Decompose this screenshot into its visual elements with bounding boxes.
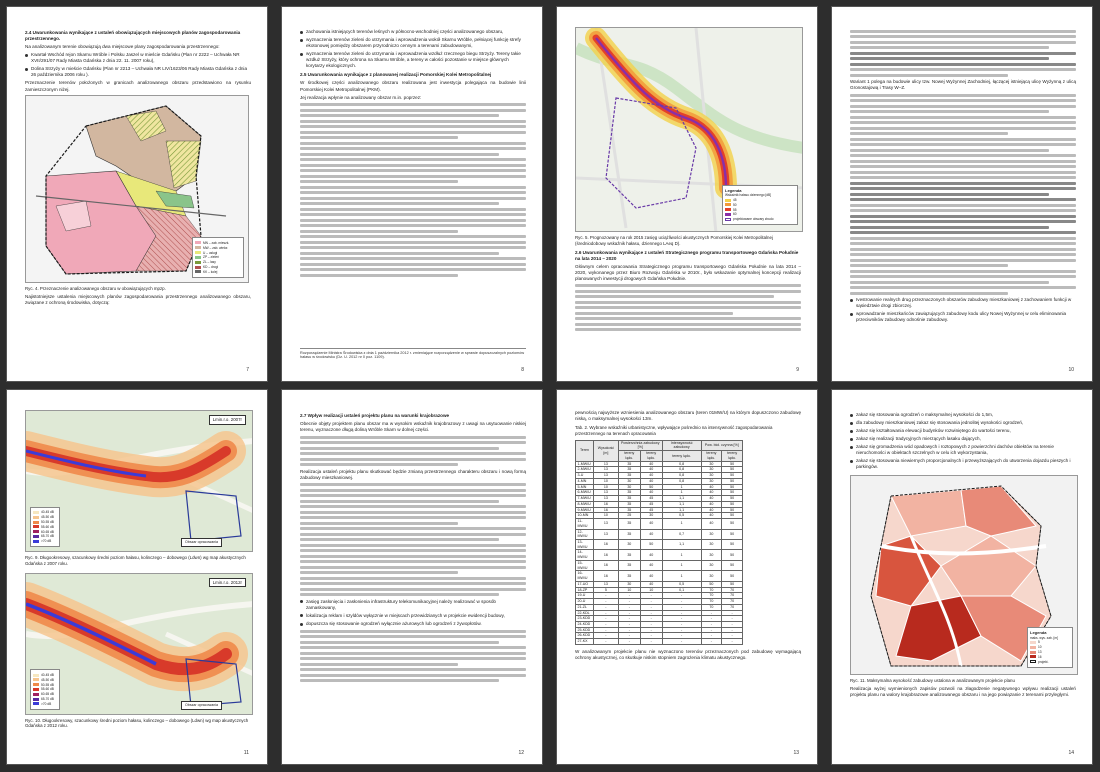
table-cell: - bbox=[662, 599, 701, 605]
page-number: 10 bbox=[1068, 367, 1074, 373]
list-item: zasięg zasłonięcia i zasłonienia infrastruktury telekomunikacyjnej należy realizować w sposób zamaskowany, bbox=[300, 599, 526, 611]
table-cell: 50 bbox=[722, 519, 743, 529]
table-cell: 15-MW/U bbox=[576, 560, 594, 570]
table-cell: - bbox=[662, 593, 701, 599]
table-cell: - bbox=[593, 627, 618, 633]
table-cell: 50 bbox=[722, 539, 743, 549]
paragraph: Na analizowanym terenie obowiązują dwa miejscowe plany zagospodarowania przestrzennego: bbox=[25, 44, 220, 50]
table-cell: 50 bbox=[722, 507, 743, 513]
text-block bbox=[300, 103, 526, 277]
table-cell: 40 bbox=[640, 571, 662, 581]
table-cell: - bbox=[701, 616, 722, 622]
table-cell: 20-U bbox=[576, 599, 594, 605]
document-page-14[interactable] bbox=[831, 389, 1093, 765]
table-cell: 50 bbox=[722, 529, 743, 539]
table-cell: - bbox=[722, 616, 743, 622]
table-cell: 40 bbox=[640, 519, 662, 529]
table-cell: - bbox=[640, 610, 662, 616]
table-cell: 27-KX bbox=[576, 639, 594, 645]
document-page-13[interactable] bbox=[556, 389, 818, 765]
noise-map-2007 bbox=[25, 410, 253, 552]
table-cell: - bbox=[662, 610, 701, 616]
table-cell: 1-MW/U bbox=[576, 461, 594, 467]
table-cell: 11-MW/U bbox=[576, 519, 594, 529]
list-item: zakaz się stosowania ogrodzeń o maksymalnej wysokości do 1,5m, bbox=[850, 412, 1076, 418]
table-cell: 13 bbox=[593, 496, 618, 502]
paragraph: Najistotniejsze ustalenia miejscowych planów zagospodarowania przestrzennego analizowanego obszaru, związane z ochroną środowiska, dotyczą: bbox=[25, 294, 251, 306]
table-cell: - bbox=[640, 621, 662, 627]
table-cell: 10 bbox=[593, 513, 618, 519]
table-row bbox=[576, 571, 743, 581]
list-item: zakaz się gromadzenia wód opadowych i roztopowych z powierzchni dachów obiektów na terenie nieruchomości w obiektach szczelnych w celu ich wykorzystania, bbox=[850, 444, 1076, 456]
paragraph: Wariant 1 polega na budowie ulicy tzw. Nowej Wyżynnej Zachodniej, łączącej istniejącą ulicę Wyżynną z ulicą Gronostajową i Trasy W–Z. bbox=[850, 79, 1076, 91]
table-cell: 70 bbox=[722, 604, 743, 610]
table-cell: 17-UO bbox=[576, 581, 594, 587]
table-cell: 14-MW/U bbox=[576, 550, 594, 560]
table-cell: - bbox=[593, 616, 618, 622]
page-number: 14 bbox=[1068, 750, 1074, 756]
table-cell: 70 bbox=[701, 604, 722, 610]
map-legend: Legenda maks. wys. zab. [m] 5 10 13 16 projekt. bbox=[1027, 627, 1073, 667]
table-cell: 1,1 bbox=[662, 496, 701, 502]
table-cell: 0,5 bbox=[662, 513, 701, 519]
table-cell: 40 bbox=[701, 501, 722, 507]
table-cell: 10 bbox=[593, 484, 618, 490]
map-year-label: Lmin.r.o. 2012r bbox=[209, 578, 246, 588]
table-cell: 40 bbox=[640, 490, 662, 496]
table-cell: - bbox=[701, 627, 722, 633]
table-cell: 0,8 bbox=[662, 467, 701, 473]
text-block bbox=[850, 30, 1076, 77]
table-cell: 70 bbox=[722, 593, 743, 599]
table-cell: 30 bbox=[618, 539, 640, 549]
list-item: wyznaczenia terenów zieleni do utrzymania i wprowadzenia wokół Skarnu Wróble, pełniącej funkcję strefy ekotonowej pomiędzy obszarem przyrodniczo cennym a terenami zabudowanymi, bbox=[300, 37, 526, 49]
table-cell: 13 bbox=[593, 473, 618, 479]
table-cell: 0,8 bbox=[662, 478, 701, 484]
table-cell: 0,5 bbox=[662, 581, 701, 587]
list-item: Ivestrowanie realnych drug przeznaczonych obszarów zabudowy mieszkaniowej z zachowaniem funkcji w sąsiedztwie drogi zbiorczej. bbox=[850, 297, 1076, 309]
table-cell: 50 bbox=[722, 550, 743, 560]
table-cell: 50 bbox=[701, 581, 722, 587]
table-cell: 30 bbox=[618, 484, 640, 490]
table-cell: 50 bbox=[722, 473, 743, 479]
table-cell: 70 bbox=[722, 587, 743, 593]
table-cell: - bbox=[640, 593, 662, 599]
table-cell: 50 bbox=[722, 484, 743, 490]
table-cell: 30 bbox=[701, 467, 722, 473]
table-cell: - bbox=[701, 610, 722, 616]
list-item: dla zabudowy mieszkaniowej zakaz się stosowania jednolitej wysokości ogrodzeń, bbox=[850, 420, 1076, 426]
table-cell: 35 bbox=[618, 461, 640, 467]
table-cell: - bbox=[640, 627, 662, 633]
paragraph: Jej realizacja wpłynie na analizowany obszar m.in. poprzez: bbox=[300, 94, 422, 100]
table-cell: 16 bbox=[593, 571, 618, 581]
table-row bbox=[576, 560, 743, 570]
map-year-label: Lmin.r.o. 2007r bbox=[209, 415, 246, 425]
urban-indicators-table: Teren Wysokość [m] Powierzchnia zabudowy [%] Intensywność zabudowy Pow. biol. czynna [%] tereny lądu. tereny lądu. tereny lądu. tereny lądu. tereny lądu. 1-MW/U 13 35 40 0,8 30 50 2-MW/U 13 35 40 0,8 30 50 3-U 13 35 40 0,8 30 50 4-MN 10 30 40 0,8 30 50 5-MN 10 30 50 1 40 50 6-MW/U 13 35 40 1 40 50 7-MW/U 13 35 45 1,1 40 50 8-MW/U 16 35 45 1,1 40 50 9-MW/U 16 35 45 1,1 40 50 10-MN 10 25 30 0,5 40 50 11-MW/U 13 35 40 1 40 50 12-MW/U 13 35 40 0,7 30 50 13-MW/U 16 30 50 1,1 30 50 14-MW/U 16 35 40 1 30 50 15-MW/U 16 35 40 1 30 50 16-MW/U 16 35 40 1 30 50 17-UO 13 30 40 0,5 50 50 18-ZP 5 10 10 0,1 70 70 19-U - - - - 70 70 20-U - - - - 70 70 21-ZL - - - - 70 70 22-KDL - - - - - - 23-KDD - - - - - - 24-KDD - - - - - - 25-KDD - - - - - - 26-KDD - - - - - - 27-KX - - - - - - bbox=[575, 440, 743, 645]
table-cell: 70 bbox=[701, 593, 722, 599]
table-cell: 50 bbox=[722, 467, 743, 473]
area-label: Obszar opracowania bbox=[181, 701, 222, 710]
table-cell: 1 bbox=[662, 519, 701, 529]
table-cell: - bbox=[640, 599, 662, 605]
table-cell: - bbox=[722, 627, 743, 633]
table-cell: 16 bbox=[593, 550, 618, 560]
table-cell: - bbox=[662, 639, 701, 645]
paragraph: Realizacja wyżej wymienionych zapisów pozwoli na złagodzenie negatywnego wpływu realizacji ustaleń projektu planu na walory krajobrazowe analizowanego obszaru i na jego powiązanie z terenami przyległymi. bbox=[850, 686, 1076, 698]
paragraph: Obecnie objęty projektem planu obszar ma w wysokim wskaźnik krajobrazowy z uwagi na usytuowanie niskiej terenu, wyznaczone długą doliną Wróble Skarn w dolnej części. bbox=[300, 421, 526, 433]
table-cell: 50 bbox=[640, 484, 662, 490]
table-header: Wysokość [m] bbox=[593, 440, 618, 461]
table-cell: 40 bbox=[640, 529, 662, 539]
table-cell: - bbox=[593, 604, 618, 610]
table-cell: 3-U bbox=[576, 473, 594, 479]
text-block bbox=[300, 630, 526, 683]
list-item: dopuszcza się stosowanie ogrodzeń wyłącznie ażurowych lub ogrodzeń z żywopłotów. bbox=[300, 621, 526, 627]
page-number: 9 bbox=[796, 367, 799, 373]
table-cell: 50 bbox=[722, 496, 743, 502]
table-cell: 19-U bbox=[576, 593, 594, 599]
table-cell: 40 bbox=[701, 496, 722, 502]
area-label: Obszar opracowania bbox=[181, 538, 222, 547]
table-cell: 13 bbox=[593, 461, 618, 467]
table-cell: - bbox=[701, 639, 722, 645]
table-cell: 40 bbox=[640, 581, 662, 587]
table-cell: - bbox=[640, 604, 662, 610]
table-cell: 45 bbox=[640, 496, 662, 502]
table-row bbox=[576, 639, 743, 645]
table-cell: 40 bbox=[701, 490, 722, 496]
table-cell: 35 bbox=[618, 496, 640, 502]
table-header: Powierzchnia zabudowy [%] bbox=[618, 440, 662, 450]
table-cell: - bbox=[618, 604, 640, 610]
table-cell: 35 bbox=[618, 550, 640, 560]
table-cell: 40 bbox=[701, 507, 722, 513]
table-cell: - bbox=[722, 610, 743, 616]
table-cell: 30 bbox=[701, 461, 722, 467]
table-cell: 13 bbox=[593, 519, 618, 529]
table-cell: 35 bbox=[618, 473, 640, 479]
text-block bbox=[575, 284, 801, 331]
table-cell: - bbox=[593, 633, 618, 639]
list-item: lokalizacja reklam i szyldów wyłącznie w miejscach przewidzianych w projekcie ewidencji budowy, bbox=[300, 613, 526, 619]
table-cell: 1,1 bbox=[662, 539, 701, 549]
table-cell: - bbox=[618, 621, 640, 627]
list-item: zakaz się kształtowania elewacji budynków rozwiniętego do wartości terenu, bbox=[850, 428, 1076, 434]
table-cell: 4-MN bbox=[576, 478, 594, 484]
table-cell: 40 bbox=[701, 519, 722, 529]
table-cell: 1 bbox=[662, 490, 701, 496]
table-cell: - bbox=[618, 610, 640, 616]
table-cell: 40 bbox=[640, 473, 662, 479]
text-block bbox=[300, 436, 526, 467]
table-cell: 35 bbox=[618, 501, 640, 507]
table-cell: - bbox=[593, 621, 618, 627]
table-header: Teren bbox=[576, 440, 594, 461]
table-cell: - bbox=[722, 621, 743, 627]
table-cell: 30 bbox=[701, 560, 722, 570]
list-item: zakaz się stosowania niewiernych proporcjonalnych i przewyższających do utworzenia dojazdu pieszych i parkingów. bbox=[850, 458, 1076, 470]
table-cell: 35 bbox=[618, 560, 640, 570]
text-block bbox=[300, 483, 526, 596]
table-cell: 40 bbox=[640, 550, 662, 560]
table-header: Intensywność zabudowy bbox=[662, 440, 701, 450]
table-cell: - bbox=[618, 593, 640, 599]
table-cell: 16 bbox=[593, 560, 618, 570]
table-cell: 40 bbox=[640, 467, 662, 473]
paragraph: Głównym celem opracowania Strategicznego programu transportowego Gdańska Południe na lata 2014 – 2020, wykonanego przez Biuro Rozwoju Gdańska w 2010r., było wskazanie optymalnej koncepcji realizacji planowanych inwestycji drogowych Gdańska Południe. bbox=[575, 263, 801, 281]
table-cell: 25-KDD bbox=[576, 627, 594, 633]
map-legend: MN – zab. mieszk. MW – zab. wielor. U – usługi ZP – zieleń ZL – lasy KD – drogi KK – kolej bbox=[192, 237, 244, 277]
table-cell: - bbox=[701, 633, 722, 639]
noise-map-2012 bbox=[25, 573, 253, 715]
page-number: 12 bbox=[518, 750, 524, 756]
paragraph: Przeznaczenie terenów położonych w granicach analizowanego obszaru przedstawiono na rysunku zamieszczonym niżej. bbox=[25, 80, 251, 92]
paragraph: Realizacja ustaleń projektu planu skutkować będzie zmianą przestrzennego charakteru obszaru i nową formą zabudowy mieszkaniowej. bbox=[300, 468, 526, 480]
table-cell: - bbox=[593, 593, 618, 599]
table-cell: - bbox=[618, 627, 640, 633]
map-legend: 40-45 dB 45-50 dB 50-55 dB 55-60 dB 60-65 dB 65-70 dB >70 dB bbox=[30, 669, 60, 709]
table-cell: 9-MW/U bbox=[576, 507, 594, 513]
table-cell: 13-MW/U bbox=[576, 539, 594, 549]
table-cell: 16-MW/U bbox=[576, 571, 594, 581]
table-cell: 7-MW/U bbox=[576, 496, 594, 502]
table-cell: 13 bbox=[593, 581, 618, 587]
table-cell: 25 bbox=[618, 513, 640, 519]
table-cell: - bbox=[618, 639, 640, 645]
document-page-10[interactable] bbox=[831, 6, 1093, 382]
table-cell: 50 bbox=[640, 539, 662, 549]
table-cell: 16 bbox=[593, 539, 618, 549]
table-row bbox=[576, 550, 743, 560]
table-row bbox=[576, 519, 743, 529]
table-cell: 50 bbox=[722, 501, 743, 507]
document-page-12[interactable] bbox=[281, 389, 543, 765]
section-heading: 2.4 Uwarunkowania wynikające z ustaleń obowiązujących miejscowych planów zagospodarowania przestrzennego. bbox=[25, 30, 241, 42]
table-cell: 5 bbox=[593, 587, 618, 593]
page-number: 11 bbox=[243, 750, 249, 756]
page-number: 8 bbox=[521, 367, 524, 373]
table-cell: 45 bbox=[640, 501, 662, 507]
table-cell: 13 bbox=[593, 529, 618, 539]
list-item: wyznaczenia terenów zieleni do utrzymania i wprowadzenia wzdłuż rzecznego biegu Strzyży. Tereny takie wzdłuż Strzyży, który ochrona na Skarnu Wróble, a tereny w całości pozostanie w miejsce głównych korytarzy ekologicznych. bbox=[300, 51, 526, 69]
table-cell: 30 bbox=[701, 550, 722, 560]
document-page-9[interactable] bbox=[556, 6, 818, 382]
table-cell: 35 bbox=[618, 507, 640, 513]
table-cell: 16 bbox=[593, 501, 618, 507]
table-cell: 35 bbox=[618, 490, 640, 496]
table-cell: 10 bbox=[640, 587, 662, 593]
table-cell: 18-ZP bbox=[576, 587, 594, 593]
table-cell: 26-KDD bbox=[576, 633, 594, 639]
paragraph: W analizowanym projekcie planu nie wyznaczono terenów przeznaczonych pod zabudowę wymagającą ochrony akustycznej, co skutkuje niskim stopniem zagrożenia klimatu akustycznego. bbox=[575, 648, 801, 660]
table-cell: 70 bbox=[722, 599, 743, 605]
list-item: Kwartał Wschód rejon Skarnu Wróble i Polsku Jaszel w mieście Gdańsku (Plan nr 2222 – Uchwała NR XVII/291/07 Rady Miasta Gdańska z dnia 22. 11. 2007 roku), bbox=[25, 52, 251, 64]
table-row bbox=[576, 539, 743, 549]
table-cell: 1,1 bbox=[662, 501, 701, 507]
table-cell: 40 bbox=[640, 478, 662, 484]
table-cell: - bbox=[722, 639, 743, 645]
table-cell: 1 bbox=[662, 560, 701, 570]
table-cell: 0,8 bbox=[662, 473, 701, 479]
figure-caption: Ryc. 9. Długookresowy, szacunkowy średni poziom hałasu, kolinczego – dobowego (Ldwn) wg map akustycznych Gdańska z 2007 roku. bbox=[25, 555, 246, 566]
table-cell: 13 bbox=[593, 467, 618, 473]
table-cell: 50 bbox=[722, 581, 743, 587]
land-use-map bbox=[25, 95, 249, 283]
table-cell: 35 bbox=[618, 467, 640, 473]
table-cell: - bbox=[722, 633, 743, 639]
figure-caption: Ryc. 4. Przeznaczenie analizowanego obszaru w obowiązujących mpzp. bbox=[25, 285, 166, 291]
text-block bbox=[850, 94, 1076, 295]
table-cell: 10-MN bbox=[576, 513, 594, 519]
table-cell: 30 bbox=[701, 539, 722, 549]
table-cell: 30 bbox=[701, 478, 722, 484]
table-cell: 10 bbox=[593, 478, 618, 484]
paragraph: pewnością najwyższe wzniesienia analizowanego obszaru (teren 01MW/U) na którym dopuszczono zabudowę niską, o maksymalnej wysokości 13m. bbox=[575, 410, 801, 422]
table-cell: 10 bbox=[618, 587, 640, 593]
table-cell: 40 bbox=[640, 461, 662, 467]
table-cell: - bbox=[640, 633, 662, 639]
table-cell: 13 bbox=[593, 490, 618, 496]
table-cell: 50 bbox=[722, 571, 743, 581]
table-cell: 40 bbox=[640, 560, 662, 570]
figure-caption: Ryc. 5. Prognozowany na rok 2015 zasięg uciążliwości akustycznych Pomorskiej Kolei Metropolitalnej (średniodobowy wskaźnik hałasu, dziennego LAeq D). bbox=[575, 235, 773, 246]
section-heading: 2.6 Uwarunkowania wynikające z ustaleń Strategicznego programu transportowego Gdańska Południe na lata 2014 – 2020 bbox=[575, 249, 799, 261]
table-cell: - bbox=[593, 610, 618, 616]
table-cell: 50 bbox=[722, 490, 743, 496]
table-cell: - bbox=[662, 621, 701, 627]
table-cell: 45 bbox=[640, 507, 662, 513]
table-cell: 0,7 bbox=[662, 529, 701, 539]
table-cell: 50 bbox=[722, 461, 743, 467]
noise-forecast-map bbox=[575, 27, 803, 232]
table-cell: - bbox=[662, 604, 701, 610]
building-height-map bbox=[850, 475, 1078, 675]
table-cell: 30 bbox=[701, 529, 722, 539]
table-cell: 22-KDL bbox=[576, 610, 594, 616]
table-cell: 35 bbox=[618, 519, 640, 529]
paragraph: W środkowej części analizowanego obszaru realizowana jest inwestycja polegająca na budowie linii Pomorskiej Kolei Metropolitalnej (PKM). bbox=[300, 80, 526, 92]
table-cell: - bbox=[593, 599, 618, 605]
table-cell: 21-ZL bbox=[576, 604, 594, 610]
page-number: 13 bbox=[793, 750, 799, 756]
table-cell: 50 bbox=[722, 478, 743, 484]
table-row bbox=[576, 529, 743, 539]
map-legend: Legenda Wskaźnik hałasu dziennego [dB] 45 50 55 60 projektowane obszary zbudo bbox=[722, 185, 798, 225]
table-cell: 30 bbox=[618, 581, 640, 587]
list-item: zachowania istniejących terenów leśnych w północno-wschodniej części analizowanego obszaru, bbox=[300, 29, 526, 35]
figure-caption: Ryc. 11. Maksymalna wysokość zabudowy ustalona w analizowanym projekcie planu bbox=[850, 677, 1015, 683]
table-cell: 35 bbox=[618, 529, 640, 539]
table-cell: 70 bbox=[701, 599, 722, 605]
document-page-11[interactable] bbox=[6, 389, 268, 765]
table-cell: 35 bbox=[618, 571, 640, 581]
page-number: 7 bbox=[246, 367, 249, 373]
table-cell: 23-KDD bbox=[576, 616, 594, 622]
table-cell: 2-MW/U bbox=[576, 467, 594, 473]
list-item: wprowadzanie mieszkańców zawiązujących zabudowy kodu ulicy Nowej Wyżynnej w celu eliminowania przeciwników zabudowy odnośnie zabudowy. bbox=[850, 311, 1076, 323]
table-cell: 70 bbox=[701, 587, 722, 593]
table-cell: 1 bbox=[662, 484, 701, 490]
table-cell: 24-KDD bbox=[576, 621, 594, 627]
table-cell: - bbox=[618, 633, 640, 639]
table-cell: 16 bbox=[593, 507, 618, 513]
table-cell: - bbox=[618, 599, 640, 605]
table-cell: 1 bbox=[662, 571, 701, 581]
document-page-7[interactable] bbox=[6, 6, 268, 382]
table-header: Pow. biol. czynna [%] bbox=[701, 440, 742, 450]
map-legend: 40-45 dB 45-50 dB 50-55 dB 55-60 dB 60-65 dB 65-70 dB >70 dB bbox=[30, 507, 60, 547]
table-cell: 40 bbox=[701, 484, 722, 490]
table-cell: - bbox=[662, 633, 701, 639]
table-cell: - bbox=[662, 627, 701, 633]
table-cell: 40 bbox=[701, 513, 722, 519]
table-cell: 30 bbox=[640, 513, 662, 519]
table-cell: - bbox=[640, 639, 662, 645]
table-cell: 50 bbox=[722, 560, 743, 570]
table-cell: 50 bbox=[722, 513, 743, 519]
table-cell: 0,8 bbox=[662, 461, 701, 467]
table-cell: 30 bbox=[701, 571, 722, 581]
table-cell: 1,1 bbox=[662, 507, 701, 513]
figure-caption: Ryc. 10. Długookresowy, szacunkowy średni poziom hałasu, kolinczego – dobowego (Ldwn) wg map akustycznych Gdańska z 2012 roku. bbox=[25, 717, 249, 729]
table-cell: 8-MW/U bbox=[576, 501, 594, 507]
section-heading: 2.5 Uwarunkowania wynikające z planowanej realizacji Pomorskiej Kolei Metropolitalnej bbox=[300, 72, 492, 78]
table-cell: 6-MW/U bbox=[576, 490, 594, 496]
list-item: Dolina Strzyży w mieście Gdańsku (Plan nr 2213 – Uchwała NR LIV/1623/06 Rady Miasta Gdańska z dnia 26 października 2006 roku ). bbox=[25, 66, 251, 78]
table-cell: - bbox=[640, 616, 662, 622]
table-cell: - bbox=[662, 616, 701, 622]
table-cell: 30 bbox=[701, 473, 722, 479]
table-cell: 0,1 bbox=[662, 587, 701, 593]
table-cell: - bbox=[593, 639, 618, 645]
table-cell: - bbox=[618, 616, 640, 622]
table-cell: 12-MW/U bbox=[576, 529, 594, 539]
table-cell: 1 bbox=[662, 550, 701, 560]
list-item: zakaz się realizacji tradycyjnych mierzących lasaku dających, bbox=[850, 436, 1076, 442]
table-cell: 5-MN bbox=[576, 484, 594, 490]
table-cell: 30 bbox=[618, 478, 640, 484]
table-cell: - bbox=[701, 621, 722, 627]
table-caption: Tab. 2. Wybrane wskaźniki urbanistyczne, wpływające pośrednio na intensywność zagospodarowania przestrzennego na terenach opracowania bbox=[575, 425, 773, 436]
section-heading: 2.7 Wpływ realizacji ustaleń projektu planu na warunki krajobrazowe bbox=[300, 413, 450, 418]
footnote: Rozporządzenie Ministra Środowiska z dnia 1 października 2012 r. zmieniające rozporządzenie w sprawie dopuszczalnych poziomów hałasu w środowisku (Dz. U. 2012 nr 0 poz. 1109). bbox=[300, 348, 526, 359]
document-page-8[interactable] bbox=[281, 6, 543, 382]
